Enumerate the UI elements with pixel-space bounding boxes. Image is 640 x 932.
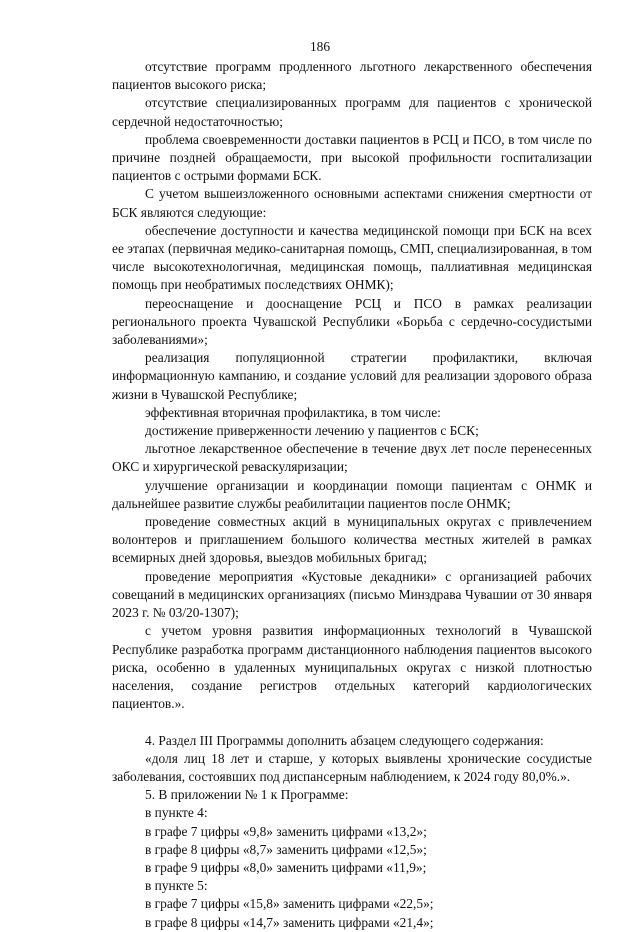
paragraph: эффективная вторичная профилактика, в том числе:	[145, 404, 441, 420]
paragraph: «доля лиц 18 лет и старше, у которых выявлены хронические сосудистые заболевания, состоявших под диспансерным наблюдением, к 2024 году 80,0%.».	[112, 750, 592, 784]
paragraph: С учетом вышеизложенного основными аспектами снижения смертности от БСК являются следующие:	[112, 186, 592, 220]
paragraph: в пункте 5:	[145, 878, 208, 894]
paragraph: отсутствие специализированных программ для пациентов с хронической сердечной недостаточностью;	[112, 95, 592, 129]
paragraph: льготное лекарственное обеспечение в течение двух лет после перенесенных ОКС и хирургической реваскуляризации;	[112, 441, 592, 475]
paragraph: проблема своевременности доставки пациентов в РСЦ и ПСО, в том числе по причине поздней обращаемости, при высокой профильности госпитализации пациентов с острыми формами БСК.	[112, 131, 592, 184]
paragraph: 5. В приложении № 1 к Программе:	[145, 787, 349, 803]
paragraph: проведение мероприятия «Кустовые декадники» с организацией рабочих совещаний в медицинских организациях (письмо Минздрава Чувашии от 30 января 2023 г. № 03/20-1307);	[112, 568, 592, 621]
page-number: 186	[309, 39, 331, 54]
paragraph: обеспечение доступности и качества медицинской помощи при БСК на всех ее этапах (первичная медико-санитарная помощь, СМП, специализированная, в том числе высокотехнологичная, медицинская помощь, паллиативная медицинская помощь при необратимых последствиях ОНМК);	[112, 222, 592, 293]
paragraph: с учетом уровня развития информационных технологий в Чувашской Республике разработка программ дистанционного наблюдения пациентов высокого риска, особенно в удаленных муниципальных округах с низкой плотностью населения, создание регистров отдельных категорий кардиологических пациентов.».	[112, 623, 592, 712]
paragraph: в графе 7 цифры «15,8» заменить цифрами «22,5»;	[145, 896, 434, 912]
paragraph: реализация популяционной стратегии профилактики, включая информационную кампанию, и создание условий для реализации здорового образа жизни в Чувашской Республике;	[112, 350, 592, 402]
blank-line	[112, 713, 592, 731]
paragraph: в графе 8 цифры «8,7» заменить цифрами «12,5»;	[145, 841, 427, 857]
paragraph: отсутствие программ продленного льготного лекарственного обеспечения пациентов высокого риска;	[112, 59, 592, 93]
paragraph: достижение приверженности лечению у пациентов с БСК;	[145, 423, 479, 439]
paragraph: улучшение организации и координации помощи пациентам с ОНМК и дальнейшее развитие службы реабилитации пациентов после ОНМК;	[112, 477, 592, 511]
paragraph: в графе 7 цифры «9,8» заменить цифрами «13,2»;	[145, 823, 427, 839]
paragraph: в графе 9 цифры «8,0» заменить цифрами «11,9»;	[145, 859, 427, 875]
document-body	[112, 58, 592, 932]
paragraph: 4. Раздел III Программы дополнить абзацем следующего содержания:	[145, 732, 544, 748]
paragraph: проведение совместных акций в муниципальных округах с привлечением волонтеров и приглашением большого количества местных жителей в рамках всемирных дней здоровья, выездов мобильных бригад;	[112, 514, 592, 566]
paragraph: в графе 8 цифры «14,7» заменить цифрами «21,4»;	[145, 914, 434, 930]
paragraph: в пункте 4:	[145, 805, 208, 821]
paragraph: переоснащение и дооснащение РСЦ и ПСО в рамках реализации регионального проекта Чувашской Республики «Борьба с сердечно-сосудистыми заболеваниями»;	[112, 295, 592, 348]
